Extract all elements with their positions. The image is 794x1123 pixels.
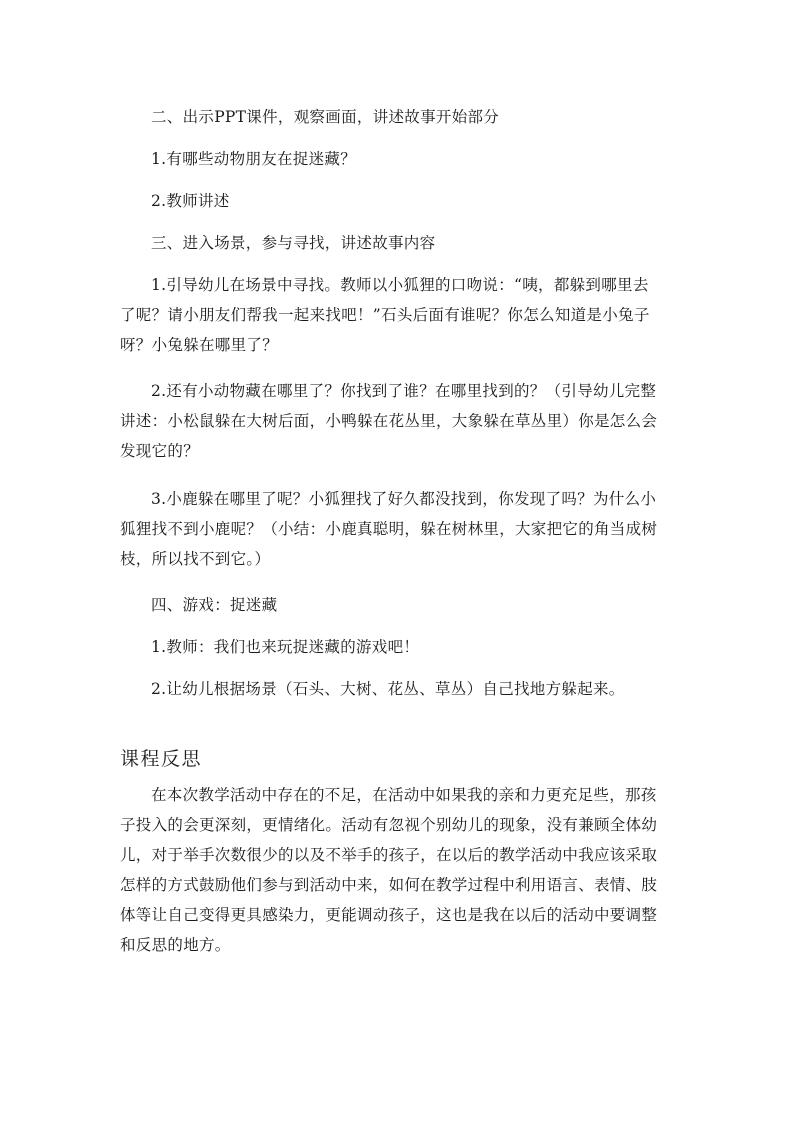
section-two-item-2: 2.教师讲述 bbox=[151, 192, 230, 210]
section-three-item-1 bbox=[120, 270, 664, 360]
paragraph-line: 2.还有小动物藏在哪里了？你找到了谁？在哪里找到的？（引导幼儿完整 bbox=[151, 382, 657, 400]
paragraph-line: 枝，所以找不到它。） bbox=[120, 550, 271, 568]
paragraph-line: 儿，对于举手次数很少的以及不举手的孩子，在以后的教学活动中我应该采取 bbox=[120, 846, 658, 864]
paragraph-line: 和反思的地方。 bbox=[120, 936, 231, 954]
section-three-heading: 三、进入场景，参与寻找，讲述故事内容 bbox=[151, 234, 436, 252]
section-two-item-1: 1.有哪些动物朋友在捉迷藏？ bbox=[151, 150, 356, 168]
section-four-item-2: 2.让幼儿根据场景（石头、大树、花丛、草丛）自己找地方躲起来。 bbox=[151, 680, 625, 698]
paragraph-line: 体等让自己变得更具感染力，更能调动孩子，这也是我在以后的活动中要调整 bbox=[120, 906, 658, 924]
reflection-paragraph bbox=[120, 780, 664, 960]
paragraph-line: 了呢？请小朋友们帮我一起来找吧！”石头后面有谁呢？你怎么知道是小兔子 bbox=[120, 306, 650, 324]
paragraph-line: 子投入的会更深刻，更情绪化。活动有忽视个别幼儿的现象，没有兼顾全体幼 bbox=[120, 816, 658, 834]
paragraph-line: 狐狸找不到小鹿呢？（小结：小鹿真聪明，躲在树林里，大家把它的角当成树 bbox=[120, 520, 658, 538]
paragraph-line: 1.引导幼儿在场景中寻找。教师以小狐狸的口吻说：“咦，都躲到哪里去 bbox=[151, 276, 649, 294]
section-three-item-2 bbox=[120, 376, 664, 466]
paragraph-line: 呀？小兔躲在哪里了？ bbox=[120, 336, 279, 354]
paragraph-line: 在本次教学活动中存在的不足，在活动中如果我的亲和力更充足些，那孩 bbox=[151, 786, 657, 804]
paragraph-line: 讲述：小松鼠躲在大树后面，小鸭躲在花丛里，大象躲在草丛里）你是怎么会 bbox=[120, 412, 658, 430]
section-four-item-1: 1.教师：我们也来玩捉迷藏的游戏吧！ bbox=[151, 638, 420, 656]
reflection-title: 课程反思 bbox=[120, 748, 203, 770]
section-two-heading: 二、出示PPT课件，观察画面，讲述故事开始部分 bbox=[151, 108, 500, 126]
paragraph-line: 发现它的？ bbox=[120, 442, 200, 460]
section-three-item-3 bbox=[120, 484, 664, 574]
paragraph-line: 怎样的方式鼓励他们参与到活动中来，如何在教学过程中利用语言、表情、肢 bbox=[120, 876, 658, 894]
paragraph-line: 3.小鹿躲在哪里了呢？小狐狸找了好久都没找到，你发现了吗？为什么小 bbox=[151, 490, 657, 508]
section-four-heading: 四、游戏：捉迷藏 bbox=[151, 596, 278, 614]
